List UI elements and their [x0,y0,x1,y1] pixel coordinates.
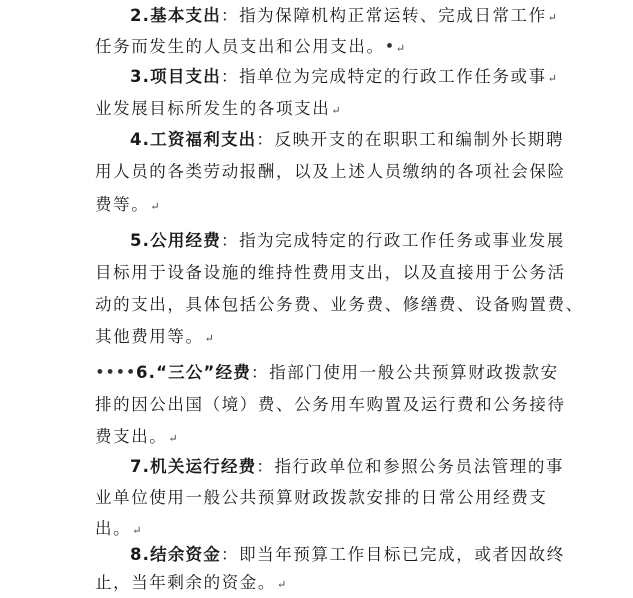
paragraph-mark: ↵ [331,104,341,117]
paragraph-6-line-1: ••••6.“三公”经费：指部门使用一般公共预算财政拨款安 [95,363,559,382]
paragraph-2-line-1: 2.基本支出：指为保障机构正常运转、完成日常工作↵ [130,6,557,25]
paragraph-2-line-2: 任务而发生的人员支出和公用支出。•↵ [95,37,406,56]
paragraph-5-line-3: 动的支出，具体包括公务费、业务费、修缮费、设备购置费、 [95,295,584,314]
term-public-funds: 5.公用经费 [130,231,221,250]
paragraph-7-line-1: 7.机关运行经费：指行政单位和参照公务员法管理的事 [130,457,565,476]
paragraph-mark: ↵ [204,332,214,345]
trailing-dot: • [384,37,395,56]
paragraph-mark: ↵ [547,11,557,24]
paragraph-3-line-2: 业发展目标所发生的各项支出↵ [95,99,341,118]
term-three-public: 6.“三公”经费 [135,363,251,382]
paragraph-mark: ↵ [547,72,557,85]
term-wage-welfare: 4.工资福利支出 [130,130,257,149]
paragraph-mark: ↵ [395,42,406,55]
paragraph-5-line-4: 其他费用等。↵ [95,327,214,346]
paragraph-8-line-2: 止，当年剩余的资金。↵ [95,573,287,592]
paragraph-6-line-2: 排的因公出国（境）费、公务用车购置及运行费和公务接待 [95,395,566,414]
paragraph-5-line-1: 5.公用经费：指为完成特定的行政工作任务或事业发展 [130,231,565,250]
paragraph-4-line-2: 用人员的各类劳动报酬，以及上述人员缴纳的各项社会保险 [95,162,566,181]
leading-dots: •••• [95,363,136,382]
paragraph-mark: ↵ [150,200,160,213]
paragraph-mark: ↵ [277,578,287,591]
paragraph-5-line-2: 目标用于设备设施的维持性费用支出，以及直接用于公务活 [95,263,566,282]
paragraph-7-line-3: 出。↵ [95,519,142,538]
paragraph-7-line-2: 业单位使用一般公共预算财政拨款安排的日常公用经费支 [95,488,548,507]
paragraph-8-line-1: 8.结余资金：即当年预算工作目标已完成，或者因故终 [130,545,565,564]
paragraph-4-line-3: 费等。↵ [95,195,160,214]
paragraph-3-line-1: 3.项目支出：指单位为完成特定的行政工作任务或事↵ [130,67,557,86]
paragraph-4-line-1: 4.工资福利支出：反映开支的在职职工和编制外长期聘 [130,130,565,149]
term-project-expenditure: 3.项目支出 [130,67,221,86]
term-basic-expenditure: 2.基本支出 [130,6,221,25]
term-operating-funds: 7.机关运行经费 [130,457,257,476]
paragraph-6-line-3: 费支出。↵ [95,427,178,446]
paragraph-mark: ↵ [132,524,142,537]
paragraph-mark: ↵ [168,432,178,445]
term-surplus-funds: 8.结余资金 [130,545,221,564]
